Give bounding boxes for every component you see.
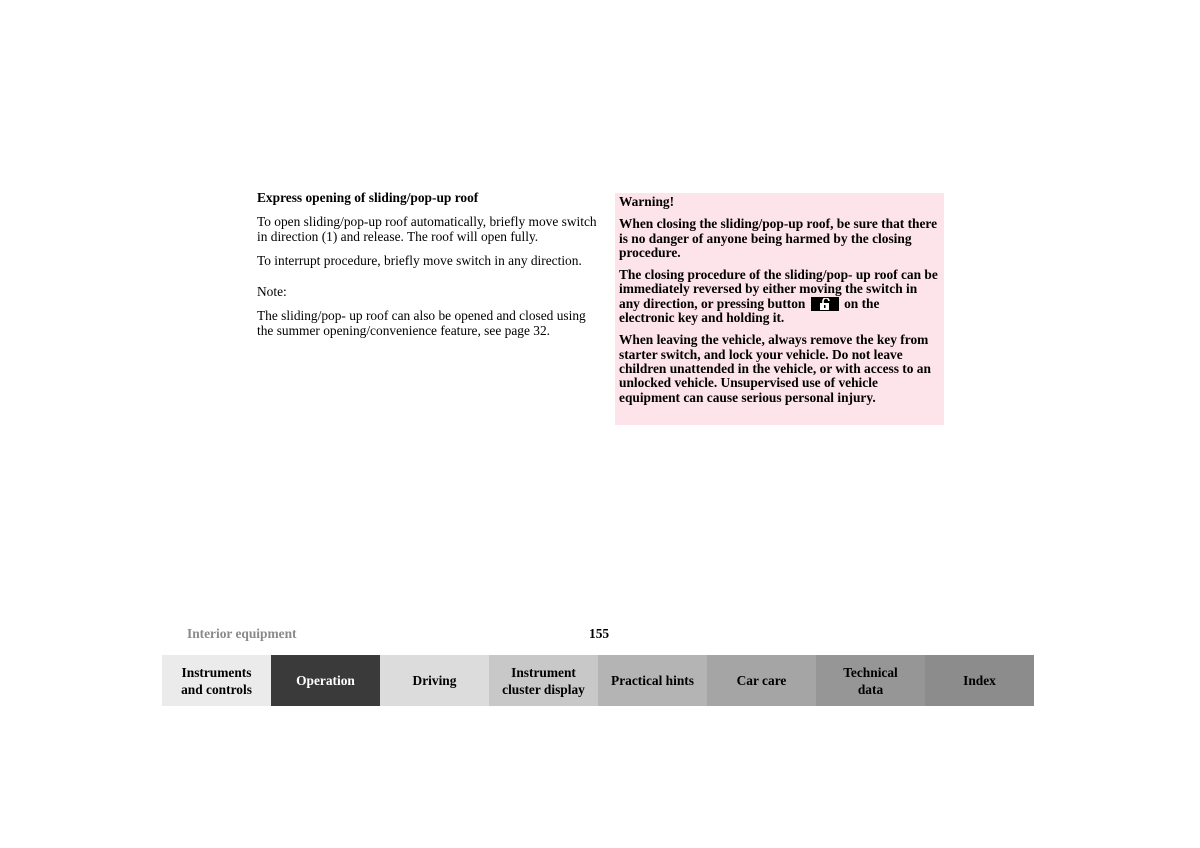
warning-title: Warning! [619, 194, 675, 209]
unlock-icon [811, 297, 839, 311]
nav-tab-label: Operation [296, 673, 355, 688]
instruction-paragraph: To open sliding/pop-up roof automatically, briefly move switch in direction (1) and release. The roof will open fully. [257, 213, 597, 244]
nav-tab-label: Driving [412, 673, 457, 688]
section-heading: Express opening of sliding/pop-up roof [257, 190, 479, 205]
warning-paragraph: When closing the sliding/pop-up roof, be sure that there is no danger of anyone being harmed by the closing procedure. [619, 216, 938, 260]
warning-text: on the electronic key and holding it. [619, 295, 880, 326]
nav-tab-driving[interactable] [380, 655, 489, 706]
nav-tab-label: Index [963, 673, 996, 688]
nav-tab-technical-data[interactable] [816, 655, 925, 706]
nav-tab-practical-hints[interactable] [598, 655, 707, 706]
nav-tab-label: Instruments and controls [181, 664, 252, 697]
nav-tab-label: Practical hints [611, 673, 694, 688]
nav-tab-index[interactable] [925, 655, 1034, 706]
warning-paragraph: When leaving the vehicle, always remove the key from starter switch, and lock your vehicle. Do not leave children unattended in the vehicle, or with access to an unlocked vehicle. Unsupervised use of vehicle equipment can cause serious personal injury. [619, 332, 931, 405]
nav-tab-label: Car care [736, 673, 787, 688]
nav-tab-operation[interactable] [271, 655, 380, 706]
nav-tab-car-care[interactable] [707, 655, 816, 706]
warning-box [615, 193, 944, 425]
section-title: Interior equipment [187, 626, 297, 641]
main-text-column [257, 190, 597, 347]
warning-text: The closing procedure of the sliding/pop- up roof can be immediately reversed by either moving the switch in any direction, or pressing button [619, 267, 938, 311]
note-text: The sliding/pop- up roof can also be opened and closed using the summer opening/convenience feature, see page 32. [257, 307, 586, 338]
nav-tab-instrument-cluster-display[interactable] [489, 655, 598, 706]
note-label: Note: [257, 284, 287, 299]
warning-paragraph [619, 268, 938, 325]
nav-tab-instruments-and-controls[interactable] [162, 655, 271, 706]
page-number: 155 [589, 626, 610, 641]
nav-tab-label: Instrument cluster display [502, 664, 585, 697]
chapter-nav [162, 655, 1034, 706]
instruction-paragraph: To interrupt procedure, briefly move switch in any direction. [257, 252, 582, 268]
nav-tab-label: Technical data [843, 664, 898, 697]
